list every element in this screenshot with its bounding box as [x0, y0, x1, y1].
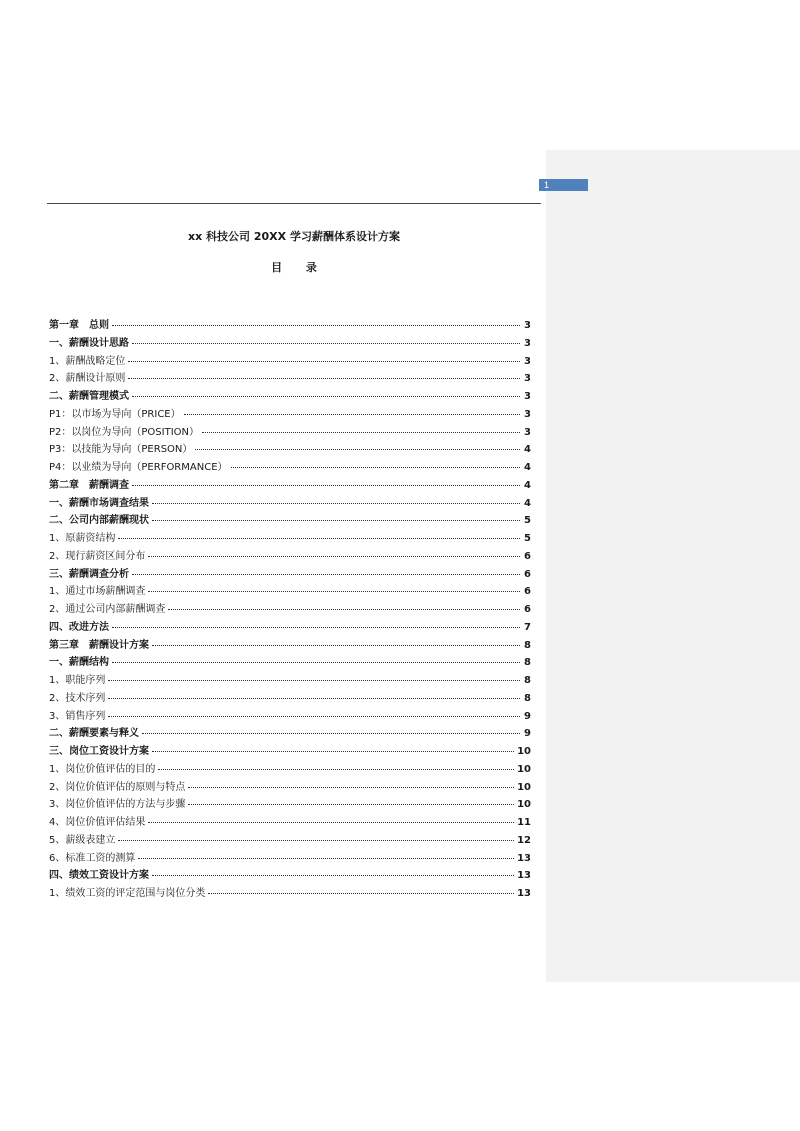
- toc-entry-page-number: 13: [517, 852, 531, 864]
- toc-entry-label: 三、岗位工资设计方案: [49, 746, 149, 757]
- toc-entry-page-number: 6: [524, 586, 531, 598]
- toc-leader-dots: [108, 698, 520, 699]
- toc-entry[interactable]: [49, 583, 531, 601]
- toc-entry-page-number: 3: [524, 337, 531, 349]
- toc-entry[interactable]: [49, 690, 531, 708]
- toc-entry-label: 一、薪酬市场调查结果: [49, 497, 149, 509]
- toc-entry-page-number: 11: [517, 817, 531, 828]
- toc-heading: 目 录: [271, 261, 327, 274]
- comment-pane: [546, 150, 800, 982]
- toc-entry-page-number: 3: [524, 426, 531, 438]
- toc-entry-page-number: 7: [524, 621, 531, 633]
- toc-entry[interactable]: [49, 814, 531, 832]
- toc-leader-dots: [152, 520, 520, 521]
- toc-entry[interactable]: [49, 424, 531, 442]
- toc-entry-label: 第一章 总则: [49, 320, 109, 331]
- toc-entry-page-number: 10: [517, 763, 531, 775]
- toc-leader-dots: [132, 343, 520, 344]
- document-title: xx 科技公司 20XX 学习薪酬体系设计方案: [188, 230, 400, 243]
- toc-leader-dots: [128, 378, 520, 379]
- toc-leader-dots: [184, 414, 520, 415]
- toc-entry-label: 二、薪酬管理模式: [49, 391, 129, 402]
- toc-entry-label: 二、公司内部薪酬现状: [49, 515, 149, 527]
- toc-entry[interactable]: [49, 370, 531, 388]
- toc-entry[interactable]: [49, 743, 531, 761]
- toc-leader-dots: [188, 804, 514, 805]
- toc-entry-page-number: 6: [524, 568, 531, 580]
- toc-leader-dots: [148, 556, 520, 557]
- toc-entry[interactable]: [49, 459, 531, 477]
- table-of-contents: [49, 317, 531, 903]
- toc-leader-dots: [152, 645, 520, 646]
- toc-entry-label: 3、销售序列: [49, 710, 106, 722]
- toc-entry-label: 1、通过市场薪酬调查: [49, 586, 146, 598]
- toc-leader-dots: [195, 449, 520, 450]
- toc-entry-label: 二、薪酬要素与释义: [49, 728, 139, 740]
- toc-leader-dots: [148, 822, 514, 823]
- toc-entry[interactable]: [49, 335, 531, 353]
- toc-entry-page-number: 4: [524, 479, 531, 491]
- toc-leader-dots: [208, 893, 514, 894]
- toc-entry-label: 2、技术序列: [49, 692, 106, 704]
- toc-entry-page-number: 10: [517, 799, 531, 811]
- toc-entry-label: 1、绩效工资的评定范围与岗位分类: [49, 888, 206, 899]
- toc-leader-dots: [112, 662, 520, 663]
- toc-entry[interactable]: [49, 406, 531, 424]
- toc-entry[interactable]: [49, 672, 531, 690]
- toc-entry-label: 2、通过公司内部薪酬调查: [49, 604, 166, 615]
- toc-entry-page-number: 8: [524, 692, 531, 704]
- toc-entry[interactable]: [49, 725, 531, 743]
- toc-leader-dots: [118, 840, 514, 841]
- toc-entry-page-number: 3: [524, 373, 531, 385]
- toc-entry[interactable]: [49, 885, 531, 903]
- toc-leader-dots: [108, 716, 520, 717]
- toc-entry[interactable]: [49, 761, 531, 779]
- toc-leader-dots: [152, 503, 520, 504]
- toc-leader-dots: [132, 574, 520, 575]
- toc-leader-dots: [168, 609, 520, 610]
- toc-entry-label: 第三章 薪酬设计方案: [49, 639, 149, 651]
- toc-entry-page-number: 3: [524, 320, 531, 331]
- toc-entry-label: 三、薪酬调查分析: [49, 568, 129, 580]
- toc-entry[interactable]: [49, 779, 531, 797]
- toc-entry-label: 2、现行薪资区间分布: [49, 550, 146, 562]
- toc-entry-page-number: 12: [517, 834, 531, 846]
- comment-marker[interactable]: 1: [539, 179, 588, 191]
- toc-entry-label: 1、职能序列: [49, 675, 106, 686]
- toc-entry-page-number: 10: [517, 781, 531, 793]
- toc-leader-dots: [231, 467, 520, 468]
- toc-leader-dots: [132, 485, 520, 486]
- header-rule: [47, 203, 541, 204]
- toc-entry-page-number: 13: [517, 870, 531, 882]
- toc-entry-label: 2、岗位价值评估的原则与特点: [49, 781, 186, 793]
- toc-entry[interactable]: [49, 850, 531, 868]
- toc-entry-label: 4、岗位价值评估结果: [49, 817, 146, 828]
- toc-entry-page-number: 5: [524, 515, 531, 527]
- toc-entry-label: 5、薪级表建立: [49, 834, 116, 846]
- toc-entry[interactable]: [49, 530, 531, 548]
- toc-leader-dots: [158, 769, 514, 770]
- toc-entry-page-number: 4: [524, 497, 531, 509]
- toc-entry[interactable]: [49, 867, 531, 885]
- toc-entry-label: P4：以业绩为导向（PERFORMANCE）: [49, 462, 228, 473]
- toc-leader-dots: [202, 432, 520, 433]
- toc-entry-page-number: 4: [524, 444, 531, 456]
- toc-entry[interactable]: [49, 548, 531, 566]
- toc-entry-label: 2、薪酬设计原则: [49, 373, 126, 385]
- toc-entry-page-number: 5: [524, 533, 531, 544]
- toc-entry-page-number: 9: [524, 710, 531, 722]
- toc-entry-page-number: 9: [524, 728, 531, 740]
- toc-entry-page-number: 8: [524, 639, 531, 651]
- toc-entry-label: 四、绩效工资设计方案: [49, 870, 149, 882]
- toc-entry-label: 一、薪酬设计思路: [49, 337, 129, 349]
- toc-entry-page-number: 13: [517, 888, 531, 899]
- toc-entry-label: P3：以技能为导向（PERSON）: [49, 444, 193, 456]
- toc-leader-dots: [118, 538, 520, 539]
- toc-entry[interactable]: [49, 637, 531, 655]
- toc-entry[interactable]: [49, 512, 531, 530]
- toc-entry[interactable]: [49, 796, 531, 814]
- toc-entry-page-number: 8: [524, 657, 531, 669]
- toc-entry[interactable]: [49, 353, 531, 371]
- toc-leader-dots: [112, 325, 520, 326]
- toc-entry-label: 1、原薪资结构: [49, 533, 116, 544]
- toc-entry-page-number: 4: [524, 462, 531, 473]
- toc-entry[interactable]: [49, 601, 531, 619]
- toc-entry-page-number: 10: [517, 746, 531, 757]
- toc-entry-page-number: 3: [524, 391, 531, 402]
- toc-entry[interactable]: [49, 566, 531, 584]
- toc-leader-dots: [152, 875, 514, 876]
- toc-entry-page-number: 6: [524, 604, 531, 615]
- toc-leader-dots: [112, 627, 520, 628]
- toc-entry-label: 一、薪酬结构: [49, 657, 109, 669]
- toc-entry[interactable]: [49, 388, 531, 406]
- toc-entry-label: 1、薪酬战略定位: [49, 355, 126, 367]
- toc-entry[interactable]: [49, 317, 531, 335]
- toc-entry[interactable]: [49, 495, 531, 513]
- toc-entry[interactable]: [49, 477, 531, 495]
- toc-leader-dots: [128, 361, 520, 362]
- toc-leader-dots: [138, 858, 514, 859]
- toc-entry-label: P2：以岗位为导向（POSITION）: [49, 426, 199, 438]
- toc-entry-label: P1：以市场为导向（PRICE）: [49, 408, 181, 420]
- toc-entry[interactable]: [49, 619, 531, 637]
- toc-leader-dots: [148, 591, 520, 592]
- toc-entry-page-number: 8: [524, 675, 531, 686]
- toc-leader-dots: [152, 751, 514, 752]
- toc-entry[interactable]: [49, 654, 531, 672]
- toc-entry-label: 第二章 薪酬调查: [49, 479, 129, 491]
- toc-entry[interactable]: [49, 832, 531, 850]
- toc-entry-page-number: 3: [524, 408, 531, 420]
- toc-entry-label: 1、岗位价值评估的目的: [49, 763, 156, 775]
- toc-leader-dots: [108, 680, 520, 681]
- toc-leader-dots: [132, 396, 520, 397]
- toc-leader-dots: [142, 733, 520, 734]
- toc-entry-label: 6、标准工资的测算: [49, 852, 136, 864]
- toc-entry[interactable]: [49, 441, 531, 459]
- toc-entry[interactable]: [49, 708, 531, 726]
- toc-leader-dots: [188, 787, 514, 788]
- toc-entry-label: 四、改进方法: [49, 621, 109, 633]
- toc-entry-label: 3、岗位价值评估的方法与步骤: [49, 799, 186, 811]
- toc-entry-page-number: 6: [524, 550, 531, 562]
- toc-entry-page-number: 3: [524, 355, 531, 367]
